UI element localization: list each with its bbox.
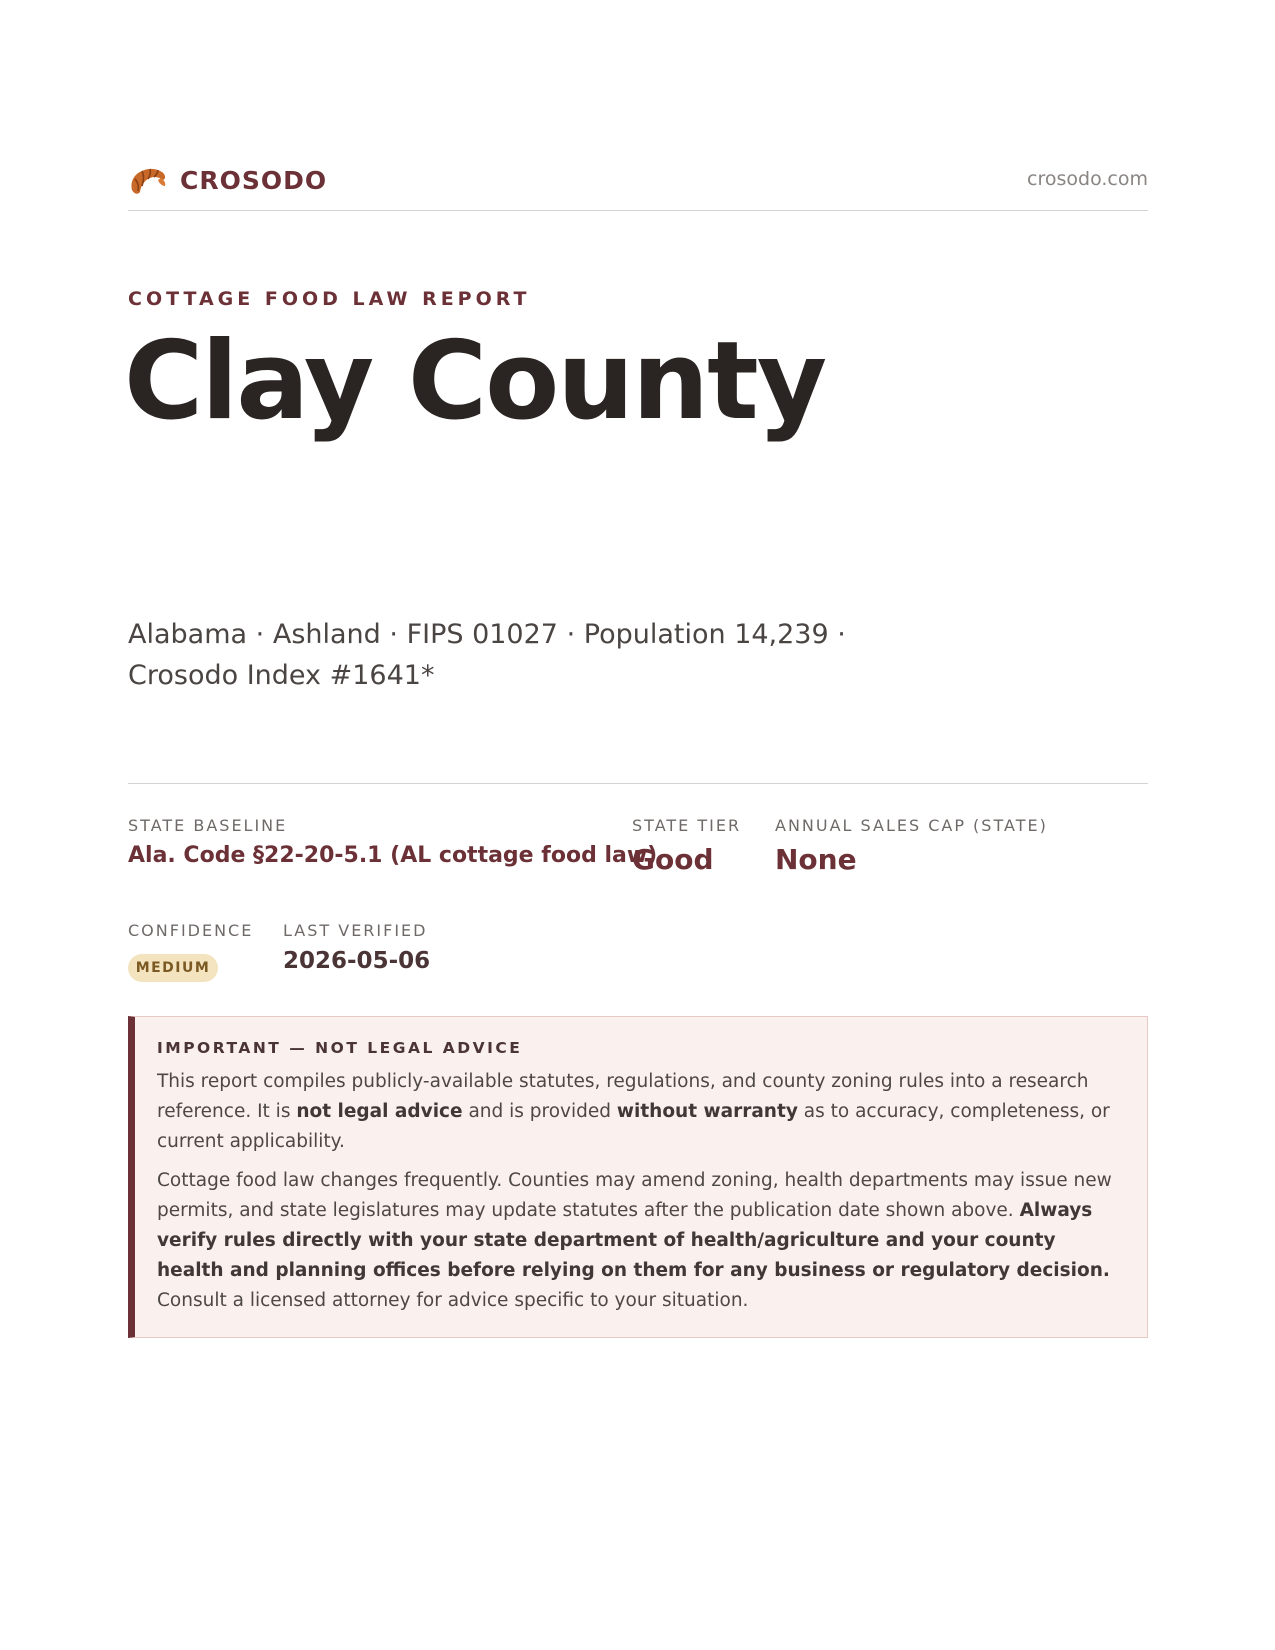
meta-separator: ·: [566, 619, 576, 650]
page-header: [128, 158, 1148, 211]
last-verified-label: LAST VERIFIED: [283, 921, 428, 940]
sales-cap-label: ANNUAL SALES CAP (STATE): [775, 816, 1048, 835]
notice-emphasis: not legal advice: [296, 1101, 463, 1122]
notice-text: Cottage food law changes frequently. Counties may amend zoning, health departments may issue new permits, and state legislatures may update statutes after the publication date shown above.: [157, 1170, 1112, 1221]
notice-title: IMPORTANT — NOT LEGAL ADVICE: [157, 1039, 523, 1057]
last-verified-value: 2026-05-06: [283, 948, 431, 974]
notice-paragraph: [157, 1166, 1125, 1316]
notice-emphasis: Always verify rules directly with your state department of health/agriculture and your county health and planning offices before relying on them for any business or regulatory decision.: [157, 1200, 1110, 1281]
meta-separator: ·: [255, 619, 265, 650]
meta-separator: ·: [389, 619, 398, 650]
notice-paragraph: [157, 1067, 1125, 1157]
croissant-icon: [128, 162, 168, 198]
report-kicker: COTTAGE FOOD LAW REPORT: [128, 288, 531, 310]
meta-index: Crosodo Index #1641*: [128, 660, 435, 691]
meta-population: Population 14,239: [583, 619, 829, 650]
county-meta: [128, 614, 888, 696]
legal-notice: [128, 1016, 1148, 1338]
notice-text: Consult a licensed attorney for advice specific to your situation.: [157, 1290, 749, 1311]
meta-fips: FIPS 01027: [406, 619, 558, 650]
sales-cap-value: None: [775, 843, 857, 876]
notice-text: as to accuracy, completeness, or current applicability.: [157, 1101, 1110, 1152]
site-url-link[interactable]: crosodo.com: [1027, 168, 1148, 190]
notice-emphasis: without warranty: [616, 1101, 798, 1122]
meta-separator: ·: [837, 619, 846, 650]
state-tier-label: STATE TIER: [632, 816, 742, 835]
brand-logo[interactable]: [128, 162, 327, 198]
state-baseline-value: Ala. Code §22-20-5.1 (AL cottage food law): [128, 843, 658, 868]
confidence-label: CONFIDENCE: [128, 921, 254, 940]
brand-name: CROSODO: [180, 165, 328, 195]
meta-state: Alabama: [128, 619, 248, 650]
state-tier-value: Good: [632, 843, 714, 876]
notice-text: This report compiles publicly-available statutes, regulations, and county zoning rules into a research reference. It is: [157, 1071, 1089, 1122]
notice-text: and is provided: [462, 1101, 617, 1122]
page-title: Clay County: [124, 319, 826, 444]
meta-seat: Ashland: [272, 619, 381, 650]
confidence-badge: MEDIUM: [128, 954, 218, 982]
section-divider: [128, 783, 1148, 784]
state-baseline-label: STATE BASELINE: [128, 816, 288, 835]
